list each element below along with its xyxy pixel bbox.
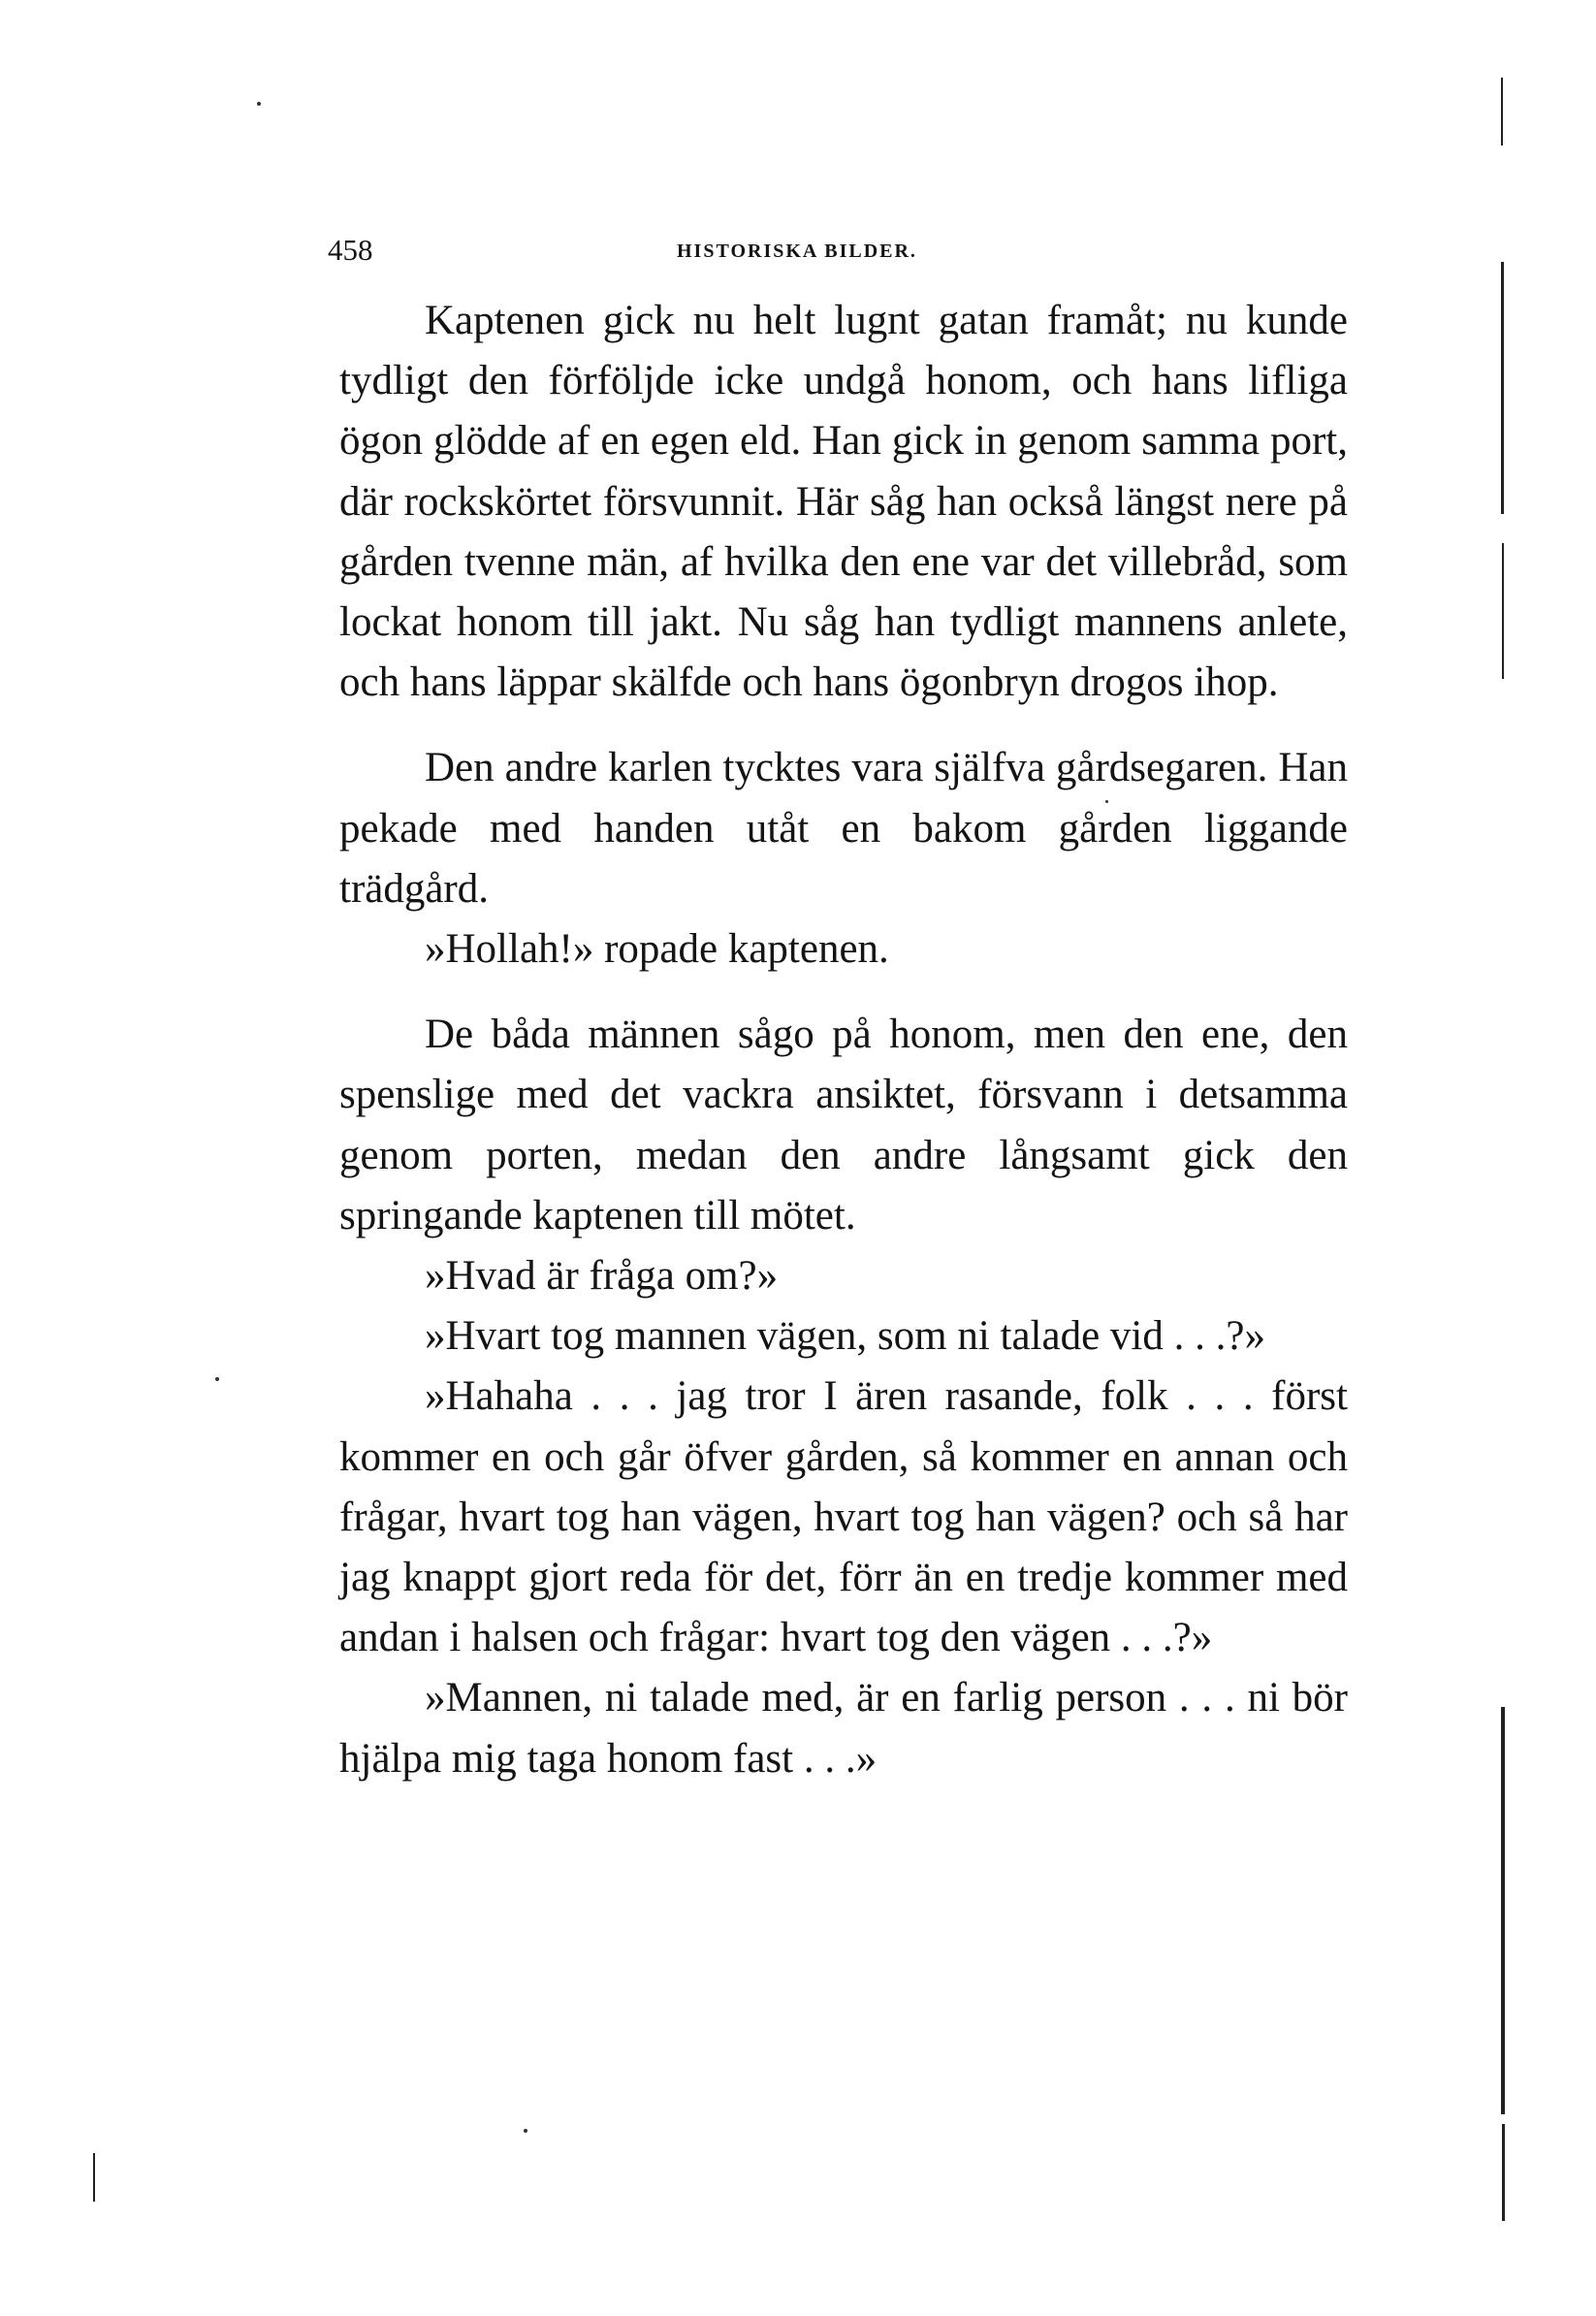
paragraph: De båda männen sågo på honom, men den ene, den spenslige med det vackra ansiktet, försvann i detsamma genom porten, medan den andre långsamt gick den springande kaptenen till mötet. [339,1012,1348,1238]
running-head: HISTORISKA BILDER. [677,241,917,262]
scan-speck [215,1377,219,1381]
paragraph: Kaptenen gick nu helt lugnt gatan framåt; nu kunde tydligt den förföljde icke undgå honom, och hans lifliga ögon glödde af en egen eld. Han gick in genom samma port, där rockskörtet försvunnit. Här såg han också längst nere på gården tvenne män, af hvilka den ene var det villebråd, som lockat honom till jakt. Nu såg han tydligt mannens anlete, och hans läppar skälfde och hans ögonbryn drogos ihop. [339,298,1348,706]
paragraph: »Hvad är fråga om?» [425,1253,779,1300]
scan-edge-mark [93,2153,95,2202]
page-header [328,233,1307,272]
scan-edge-mark [1502,2124,1505,2221]
paragraph: »Hahaha . . . jag tror I ären rasande, folk . . . först kommer en och går öfver gården, så kommer en annan och frågar, hvart tog han vägen, hvart tog han vägen? och så har jag knappt gjort reda för det, förr än en tredje kommer med andan i halsen och frågar: hvart tog den vägen . . .?» [339,1373,1348,1661]
paragraph: Den andre karlen tycktes vara själfva gårdsegaren. Han pekade med handen utåt en bakom gården liggande trädgård. [339,745,1348,912]
paragraph: »Hvart tog mannen vägen, som ni talade vid . . .?» [425,1313,1265,1360]
page-number: 458 [328,233,373,267]
scan-edge-mark [1501,78,1503,145]
paragraph: »Hollah!» ropade kaptenen. [425,926,889,973]
scan-edge-mark [1501,262,1504,514]
scan-speck [524,2129,527,2133]
scan-speck [257,102,261,106]
scan-speck [1105,800,1108,803]
paragraph: »Mannen, ni talade med, är en farlig person . . . ni bör hjälpa mig taga honom fast . . .» [339,1675,1348,1782]
body-text [339,291,1348,1789]
scan-edge-mark [1501,1707,1505,2114]
scan-edge-mark [1502,543,1504,679]
